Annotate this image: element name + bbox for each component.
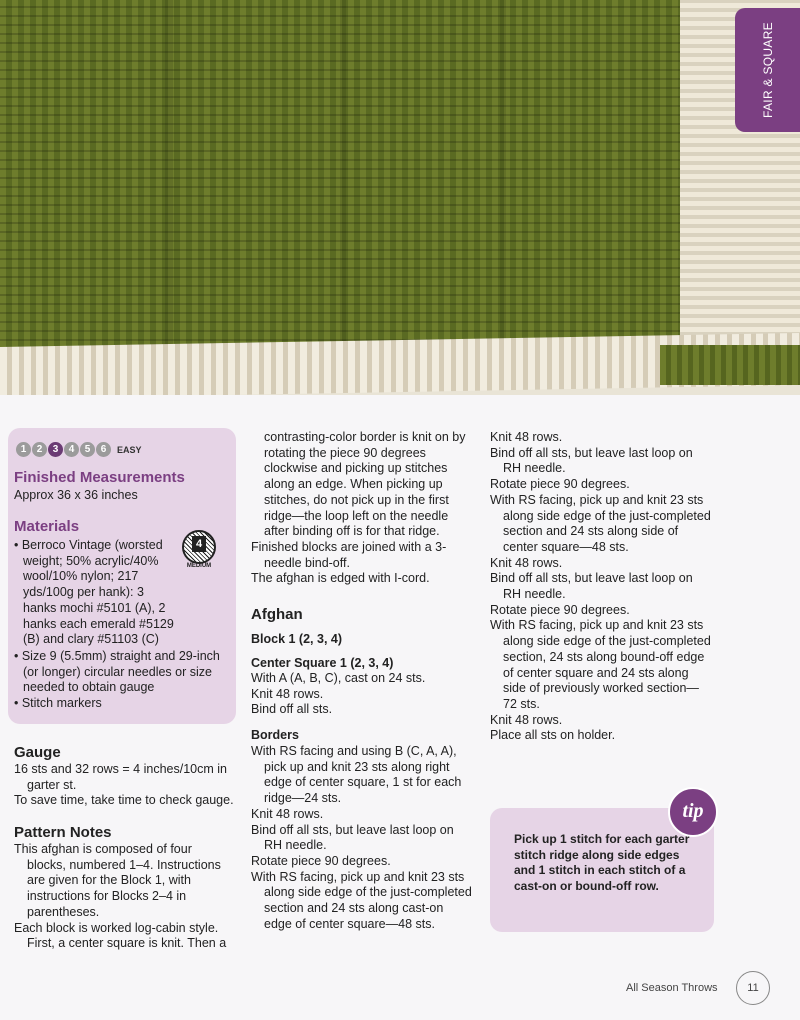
skill-level (16, 442, 142, 457)
section-tab-label: FAIR & SQUARE (760, 22, 775, 118)
tip-badge: tip (668, 787, 718, 837)
instruction-line: Rotate piece 90 degrees. (251, 853, 391, 868)
pattern-notes-line: Each block is worked log-cabin style. First, a center square is knit. Then a (14, 920, 227, 951)
yarn-weight-number: 4 (192, 536, 206, 552)
gauge-line: To save time, take time to check gauge. (14, 793, 234, 808)
column-3-text (490, 430, 712, 744)
instruction-line: With RS facing, pick up and knit 23 sts along side edge of the just-completed section and 24 sts along cast-on edge of center square—48 sts. (251, 869, 472, 931)
pattern-notes-text (14, 842, 234, 952)
page-number: 11 (736, 971, 770, 1005)
instruction-line: Rotate piece 90 degrees. (490, 602, 630, 617)
center-square-text (251, 671, 473, 718)
materials-item: • Stitch markers (14, 696, 102, 711)
skill-level-6: 6 (96, 442, 111, 457)
center-square-heading: Center Square 1 (2, 3, 4) (251, 656, 394, 670)
materials-list-2 (14, 649, 228, 712)
instruction-line: Rotate piece 90 degrees. (490, 477, 630, 492)
skill-level-label: EASY (117, 444, 142, 455)
intro-paragraph: The afghan is edged with I-cord. (251, 571, 430, 586)
instruction-line: Knit 48 rows. (251, 806, 324, 821)
gauge-text (14, 762, 236, 809)
instruction-line: With RS facing, pick up and knit 23 sts along side edge of the just-completed section and 24 sts along side of center square—48 sts. (490, 492, 711, 554)
block-heading: Block 1 (2, 3, 4) (251, 632, 343, 646)
skill-level-5: 5 (80, 442, 95, 457)
green-knit-corner (660, 345, 800, 385)
materials-heading: Materials (14, 518, 80, 535)
skill-level-4: 4 (64, 442, 79, 457)
finished-measurements-text: Approx 36 x 36 inches (14, 488, 138, 502)
footer-book-title: All Season Throws (626, 982, 718, 994)
materials-list (14, 538, 179, 648)
skill-level-2: 2 (32, 442, 47, 457)
tip-text: Pick up 1 stitch for each garter stitch ridge along side edges and 1 stitch in each stitch of a cast-on or bound-off row. (514, 832, 690, 893)
finished-measurements-heading: Finished Measurements (14, 469, 185, 486)
intro-paragraph: contrasting-color border is knit on by rotating the piece 90 degrees clockwise and picking up stitches along an edge. When picking up stitches, do not pick up in the first ridge—the loop left on the needle after binding off is for that ridge. (264, 430, 466, 539)
instruction-line: Bind off all sts, but leave last loop on RH needle. (490, 571, 693, 602)
gauge-heading: Gauge (14, 744, 61, 761)
instruction-line: With RS facing and using B (C, A, A), pick up and knit 23 sts along right edge of center square, 1 st for each ridge—24 sts. (251, 744, 462, 806)
instruction-line: Knit 48 rows. (490, 430, 563, 444)
instruction-line: Bind off all sts, but leave last loop on RH needle. (251, 822, 454, 853)
intro-paragraph: Finished blocks are joined with a 3-needle bind-off. (251, 539, 447, 570)
instruction-line: With RS facing, pick up and knit 23 sts along side edge of the just-completed section, 24 sts along bound-off edge of center square and 24 sts along side of previously worked section—72 sts. (490, 618, 711, 711)
afghan-heading: Afghan (251, 606, 303, 623)
instruction-line: With A (A, B, C), cast on 24 sts. (251, 671, 426, 685)
knit-seam (340, 0, 346, 350)
gauge-line: 16 sts and 32 rows = 4 inches/10cm in garter st. (14, 762, 227, 792)
materials-item: • Berroco Vintage (worsted weight; 50% acrylic/40% wool/10% nylon; 217 yds/100g per hank): 3 hanks mochi #5101 (A), 2 hanks each emerald #5129 (B) and clary #51103 (C) (14, 538, 174, 647)
instruction-line: Knit 48 rows. (251, 686, 324, 701)
pattern-notes-line: This afghan is composed of four blocks, numbered 1–4. Instructions are given for the Block 1, with instructions for Blocks 2–4 in parentheses. (14, 842, 221, 919)
column-2-intro (251, 430, 473, 587)
pattern-notes-heading: Pattern Notes (14, 824, 112, 841)
skill-level-3: 3 (48, 442, 63, 457)
knit-seam (165, 0, 173, 350)
afghan-photo (0, 0, 800, 395)
yarn-weight-icon (178, 530, 218, 572)
knit-seam (500, 0, 506, 350)
borders-text (251, 744, 473, 932)
skill-level-1: 1 (16, 442, 31, 457)
section-tab[interactable] (735, 8, 800, 132)
materials-item: • Size 9 (5.5mm) straight and 29-inch (or longer) circular needles or size needed to obtain gauge (14, 649, 220, 695)
borders-heading: Borders (251, 728, 299, 742)
instruction-line: Knit 48 rows. (490, 712, 563, 727)
instruction-line: Knit 48 rows. (490, 555, 563, 570)
instruction-line: Bind off all sts. (251, 702, 333, 717)
yarn-weight-label: MEDIUM (186, 563, 212, 569)
instruction-line: Bind off all sts, but leave last loop on RH needle. (490, 445, 693, 476)
instruction-line: Place all sts on holder. (490, 728, 616, 743)
